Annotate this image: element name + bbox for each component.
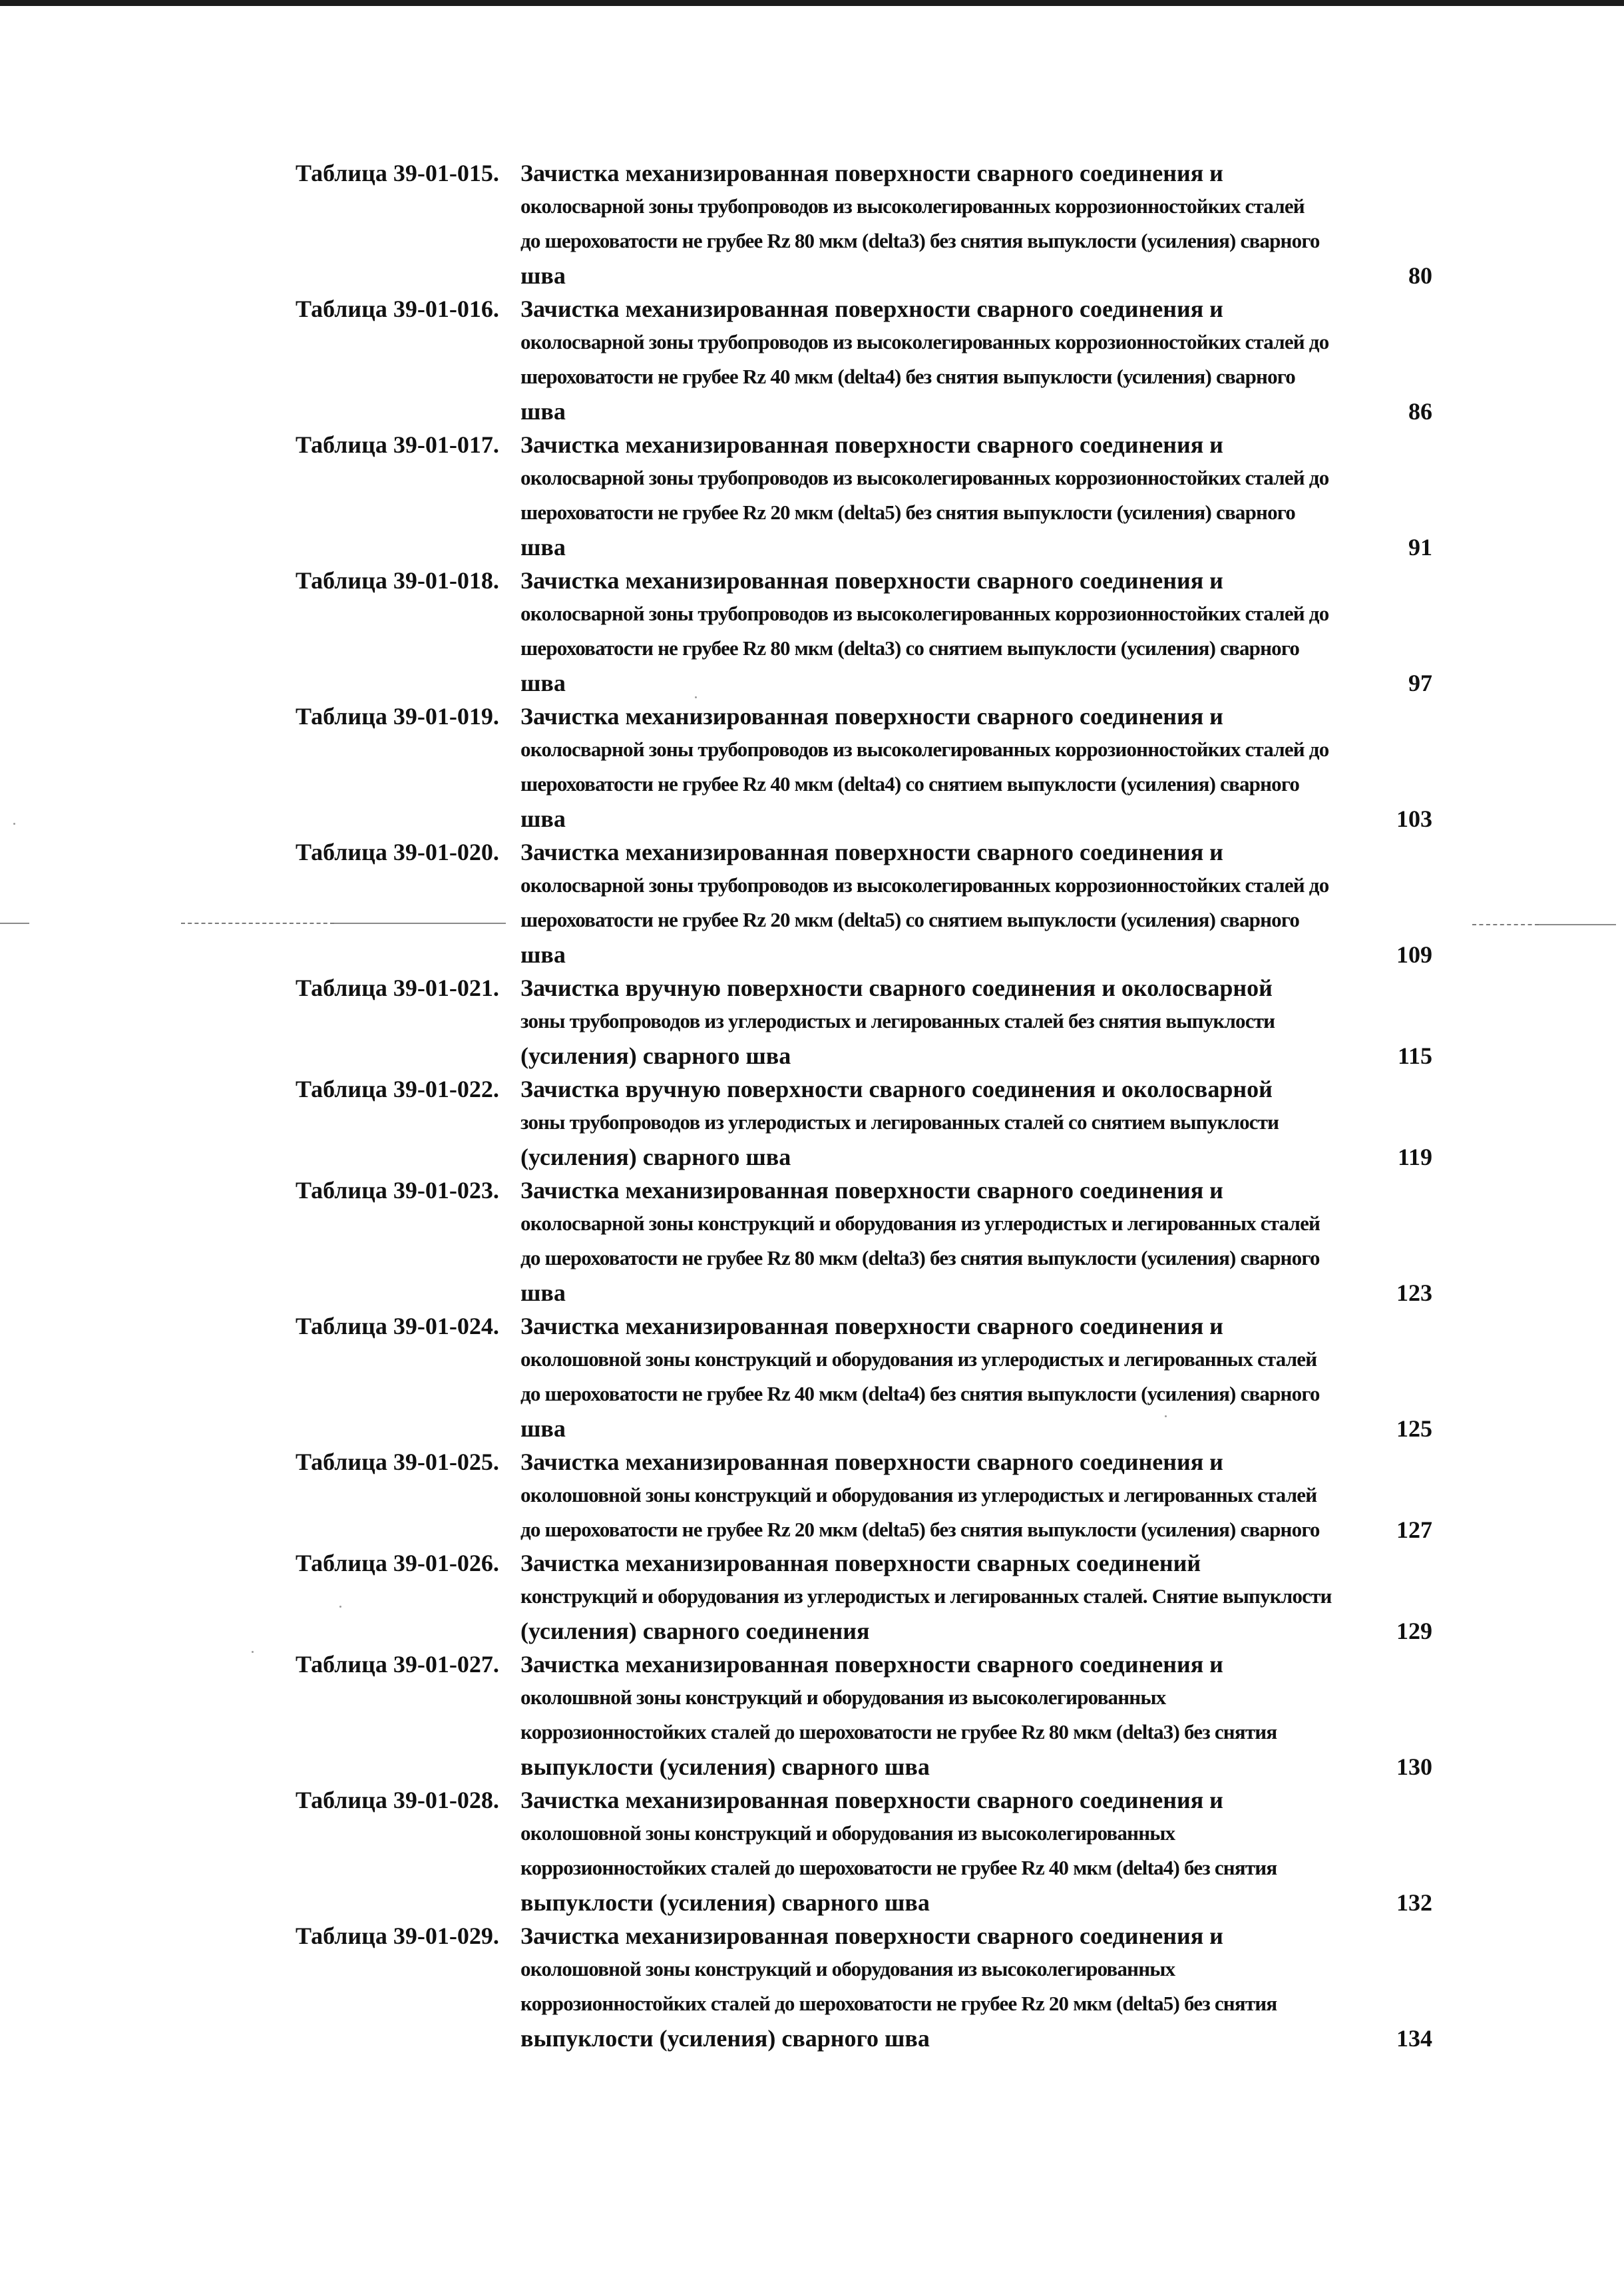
toc-entry-line: (усиления) сварного шва <box>520 1144 791 1170</box>
toc-entry-line: (усиления) сварного соединения <box>520 1618 870 1644</box>
table-of-contents <box>296 157 1440 2056</box>
toc-entry-line: околосварной зоны трубопроводов из высоколегированных коррозионностойких сталей <box>520 194 1305 218</box>
toc-entry-continuation <box>520 189 1379 293</box>
toc-entry-page-number: 134 <box>1396 2025 1432 2052</box>
toc-entry-line: шва <box>520 534 566 561</box>
toc-entry-head <box>296 1547 1440 1579</box>
toc-entry-head <box>296 700 1440 732</box>
toc-entry-label: Таблица 39-01-016. <box>296 296 499 322</box>
toc-entry-39-01-026[interactable] <box>296 1547 1440 1648</box>
toc-entry-line: шва <box>520 805 566 832</box>
toc-entry-continuation <box>520 1680 1379 1784</box>
toc-entry-line: до шероховатости не грубее Rz 40 мкм (delta4) без снятия выпуклости (усиления) сварного <box>520 1382 1320 1405</box>
toc-entry-39-01-019[interactable] <box>296 700 1440 836</box>
toc-entry-line: коррозионностойких сталей до шероховатости не грубее Rz 20 мкм (delta5) без снятия <box>520 1992 1277 2015</box>
toc-entry-title: Зачистка механизированная поверхности сварного соединения и <box>520 1651 1223 1678</box>
toc-entry-head <box>296 972 1440 1004</box>
toc-entry-title: Зачистка механизированная поверхности сварного соединения и <box>520 431 1223 458</box>
toc-entry-continuation <box>520 1342 1379 1446</box>
toc-entry-title: Зачистка механизированная поверхности сварного соединения и <box>520 839 1223 865</box>
toc-entry-label: Таблица 39-01-020. <box>296 839 499 865</box>
toc-entry-head <box>296 1784 1440 1816</box>
scan-speck <box>252 1651 254 1653</box>
toc-entry-line: околосварной зоны трубопроводов из высоколегированных коррозионностойких сталей до <box>520 873 1329 897</box>
toc-entry-head <box>296 565 1440 596</box>
toc-entry-continuation <box>520 461 1379 565</box>
toc-entry-continuation <box>520 732 1379 836</box>
toc-entry-page-number: 97 <box>1408 670 1432 696</box>
toc-entry-head <box>296 1073 1440 1105</box>
toc-entry-head <box>296 293 1440 325</box>
toc-entry-label: Таблица 39-01-028. <box>296 1787 499 1813</box>
toc-entry-line: шва <box>520 1415 566 1442</box>
toc-entry-title: Зачистка механизированная поверхности сварного соединения и <box>520 1787 1223 1813</box>
toc-entry-title: Зачистка механизированная поверхности сварных соединений <box>520 1550 1201 1576</box>
toc-entry-page-number: 109 <box>1396 941 1432 968</box>
scan-mark-right-solid <box>1539 924 1616 925</box>
toc-entry-line: выпуклости (усиления) сварного шва <box>520 1889 930 1916</box>
toc-entry-continuation <box>520 1004 1379 1073</box>
toc-entry-39-01-015[interactable] <box>296 157 1440 293</box>
toc-entry-line: шва <box>520 670 566 696</box>
scan-mark-right-dashed <box>1472 924 1539 925</box>
toc-entry-continuation <box>520 325 1379 429</box>
toc-entry-line: коррозионностойких сталей до шероховатости не грубее Rz 40 мкм (delta4) без снятия <box>520 1856 1277 1879</box>
toc-entry-title: Зачистка механизированная поверхности сварного соединения и <box>520 567 1223 594</box>
toc-entry-line: околошвной зоны конструкций и оборудования из высоколегированных <box>520 1686 1166 1709</box>
toc-entry-line: шва <box>520 262 566 289</box>
toc-entry-page-number: 91 <box>1408 534 1432 561</box>
toc-entry-head <box>296 429 1440 461</box>
toc-entry-title: Зачистка механизированная поверхности сварного соединения и <box>520 1923 1223 1949</box>
toc-entry-title: Зачистка механизированная поверхности сварного соединения и <box>520 1177 1223 1204</box>
toc-entry-line: околосварной зоны трубопроводов из высоколегированных коррозионностойких сталей до <box>520 330 1329 353</box>
toc-entry-39-01-025[interactable] <box>296 1446 1440 1547</box>
toc-entry-line: конструкций и оборудования из углеродистых и легированных сталей. Снятие выпуклости <box>520 1584 1332 1608</box>
toc-entry-title: Зачистка механизированная поверхности сварного соединения и <box>520 160 1223 186</box>
toc-entry-line: околошовной зоны конструкций и оборудования из углеродистых и легированных сталей <box>520 1347 1317 1371</box>
toc-entry-39-01-029[interactable] <box>296 1920 1440 2056</box>
toc-entry-line: шва <box>520 941 566 968</box>
toc-entry-title: Зачистка механизированная поверхности сварного соединения и <box>520 1313 1223 1339</box>
toc-entry-39-01-027[interactable] <box>296 1648 1440 1784</box>
toc-entry-label: Таблица 39-01-017. <box>296 431 499 458</box>
toc-entry-page-number: 132 <box>1396 1889 1432 1916</box>
toc-entry-39-01-018[interactable] <box>296 565 1440 700</box>
scan-mark-left <box>0 923 29 924</box>
toc-entry-line: шероховатости не грубее Rz 40 мкм (delta4) без снятия выпуклости (усиления) сварного <box>520 365 1295 388</box>
toc-entry-39-01-021[interactable] <box>296 972 1440 1073</box>
toc-entry-title: Зачистка вручную поверхности сварного соединения и околосварной <box>520 975 1273 1001</box>
toc-entry-line: зоны трубопроводов из углеродистых и легированных сталей со снятием выпуклости <box>520 1110 1279 1134</box>
toc-entry-continuation <box>520 596 1379 700</box>
toc-entry-title: Зачистка механизированная поверхности сварного соединения и <box>520 1449 1223 1475</box>
toc-entry-39-01-024[interactable] <box>296 1310 1440 1446</box>
toc-entry-line: выпуклости (усиления) сварного шва <box>520 2025 930 2052</box>
toc-entry-line: околосварной зоны трубопроводов из высоколегированных коррозионностойких сталей до <box>520 602 1329 625</box>
toc-entry-39-01-028[interactable] <box>296 1784 1440 1920</box>
toc-entry-continuation <box>520 1579 1379 1648</box>
toc-entry-line: выпуклости (усиления) сварного шва <box>520 1753 930 1780</box>
toc-entry-line: околосварной зоны конструкций и оборудования из углеродистых и легированных сталей <box>520 1212 1320 1235</box>
toc-entry-39-01-023[interactable] <box>296 1174 1440 1310</box>
toc-entry-head <box>296 1310 1440 1342</box>
toc-entry-line: околошовной зоны конструкций и оборудования из высоколегированных <box>520 1957 1175 1980</box>
toc-entry-label: Таблица 39-01-026. <box>296 1550 499 1576</box>
toc-entry-label: Таблица 39-01-029. <box>296 1923 499 1949</box>
toc-entry-line: шва <box>520 398 566 425</box>
toc-entry-continuation <box>520 1952 1379 2056</box>
toc-entry-label: Таблица 39-01-027. <box>296 1651 499 1678</box>
toc-entry-line: околошовной зоны конструкций и оборудования из высоколегированных <box>520 1821 1175 1845</box>
toc-entry-continuation <box>520 1206 1379 1310</box>
toc-entry-continuation <box>520 868 1379 972</box>
toc-entry-title: Зачистка вручную поверхности сварного соединения и околосварной <box>520 1076 1273 1102</box>
toc-entry-line: шероховатости не грубее Rz 20 мкм (delta5) без снятия выпуклости (усиления) сварного <box>520 501 1295 524</box>
toc-entry-39-01-016[interactable] <box>296 293 1440 429</box>
toc-entry-title: Зачистка механизированная поверхности сварного соединения и <box>520 703 1223 730</box>
scan-speck <box>13 823 15 825</box>
toc-entry-line: до шероховатости не грубее Rz 20 мкм (delta5) без снятия выпуклости (усиления) сварного <box>520 1518 1320 1541</box>
toc-entry-page-number: 125 <box>1396 1415 1432 1442</box>
toc-entry-page-number: 123 <box>1396 1279 1432 1306</box>
toc-entry-line: околосварной зоны трубопроводов из высоколегированных коррозионностойких сталей до <box>520 738 1329 761</box>
toc-entry-line: до шероховатости не грубее Rz 80 мкм (delta3) без снятия выпуклости (усиления) сварного <box>520 1246 1320 1269</box>
toc-entry-continuation <box>520 1478 1379 1547</box>
toc-entry-head <box>296 1648 1440 1680</box>
toc-entry-line: коррозионностойких сталей до шероховатости не грубее Rz 80 мкм (delta3) без снятия <box>520 1720 1277 1743</box>
toc-entry-39-01-022[interactable] <box>296 1073 1440 1174</box>
toc-entry-label: Таблица 39-01-018. <box>296 567 499 594</box>
toc-entry-label: Таблица 39-01-015. <box>296 160 499 186</box>
toc-entry-page-number: 119 <box>1397 1144 1432 1170</box>
toc-entry-line: шероховатости не грубее Rz 20 мкм (delta5) со снятием выпуклости (усиления) сварного <box>520 908 1300 931</box>
toc-entry-page-number: 103 <box>1396 805 1432 832</box>
toc-entry-page-number: 127 <box>1396 1516 1432 1543</box>
toc-entry-continuation <box>520 1105 1379 1174</box>
scan-top-border <box>0 0 1624 6</box>
toc-entry-39-01-020[interactable] <box>296 836 1440 972</box>
toc-entry-line: (усиления) сварного шва <box>520 1042 791 1069</box>
toc-entry-line: шероховатости не грубее Rz 80 мкм (delta3) со снятием выпуклости (усиления) сварного <box>520 636 1300 660</box>
toc-entry-page-number: 80 <box>1408 262 1432 289</box>
toc-entry-continuation <box>520 1816 1379 1920</box>
toc-entry-label: Таблица 39-01-021. <box>296 975 499 1001</box>
toc-entry-title: Зачистка механизированная поверхности сварного соединения и <box>520 296 1223 322</box>
toc-entry-line: до шероховатости не грубее Rz 80 мкм (delta3) без снятия выпуклости (усиления) сварного <box>520 229 1320 252</box>
toc-entry-head <box>296 836 1440 868</box>
toc-entry-label: Таблица 39-01-022. <box>296 1076 499 1102</box>
toc-entry-line: околосварной зоны трубопроводов из высоколегированных коррозионностойких сталей до <box>520 466 1329 489</box>
toc-entry-label: Таблица 39-01-019. <box>296 703 499 730</box>
toc-entry-line: околошовной зоны конструкций и оборудования из углеродистых и легированных сталей <box>520 1483 1317 1506</box>
toc-entry-label: Таблица 39-01-024. <box>296 1313 499 1339</box>
toc-entry-label: Таблица 39-01-023. <box>296 1177 499 1204</box>
toc-entry-head <box>296 1920 1440 1952</box>
toc-entry-line: шероховатости не грубее Rz 40 мкм (delta4) со снятием выпуклости (усиления) сварного <box>520 772 1300 796</box>
toc-entry-page-number: 86 <box>1408 398 1432 425</box>
toc-entry-head <box>296 157 1440 189</box>
toc-entry-line: зоны трубопроводов из углеродистых и легированных сталей без снятия выпуклости <box>520 1009 1275 1032</box>
toc-entry-39-01-017[interactable] <box>296 429 1440 565</box>
toc-entry-head <box>296 1446 1440 1478</box>
toc-entry-head <box>296 1174 1440 1206</box>
toc-entry-page-number: 130 <box>1396 1753 1432 1780</box>
toc-entry-page-number: 115 <box>1397 1042 1432 1069</box>
toc-entry-page-number: 129 <box>1396 1618 1432 1644</box>
toc-entry-label: Таблица 39-01-025. <box>296 1449 499 1475</box>
toc-entry-line: шва <box>520 1279 566 1306</box>
